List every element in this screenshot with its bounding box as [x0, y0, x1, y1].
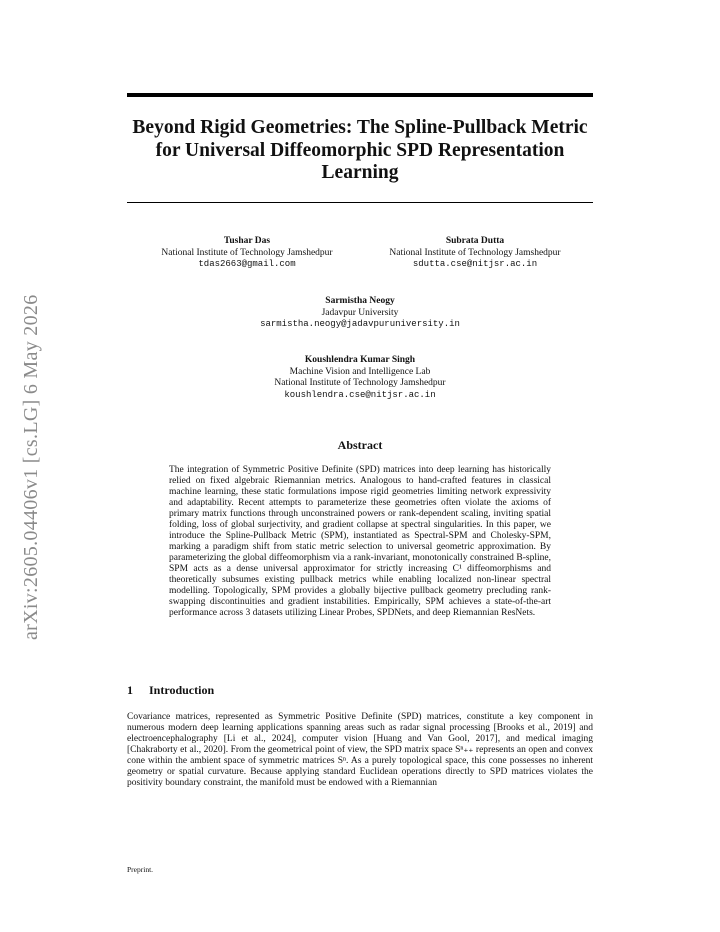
abstract-text: The integration of Symmetric Positive Definite (SPD) matrices into deep learning has historically relied on fixed algebraic Riemannian metrics. Analogous to hand-crafted features in classical machine learning, these static formulations impose rigid geometries limiting network expressivity and adaptability. Recent attempts to parameterize these geometries often violate the axioms of primary matrix functions through unconstrained powers or rank-dependent scaling, inviting spatial folding, loss of global surjectivity, and gradient collapse at spectral singularities. In this paper, we introduce the Spline-Pullback Metric (SPM), instantiated as Spectral-SPM and Cholesky-SPM, marking a paradigm shift from static metric selection to universal geometric approximation. By parameterizing the global diffeomorphism via a rank-invariant, monotonically constrained B-spline, SPM acts as a dense universal approximator for strictly increasing C¹ diffeomorphisms and theoretically subsumes existing pullback metrics while enabling localized non-linear spectral modelling. Topologically, SPM provides a globally bijective pullback geometry precluding rank-swapping discontinuities and gradient instabilities. Empirically, SPM achieves a state-of-the-art performance across 3 datasets utilizing Linear Probes, SPDNets, and deep Riemannian ResNets. [169, 465, 551, 618]
author-name: Subrata Dutta [445, 236, 505, 246]
introduction-text: Covariance matrices, represented as Symmetric Positive Definite (SPD) matrices, constitute a key component in numerous modern deep learning applications spanning areas such as radar signal processing [Brooks et al., 2019] and electroencephalography [Li et al., 2024], computer vision [Huang and Van Gool, 2017], and medical imaging [Chakraborty et al., 2020]. From the geometrical point of view, the SPD matrix space Sⁿ₊₊ represents an open and convex cone within the ambient space of symmetric matrices Sⁿ. As a purely topological space, this cone possesses no inherent geometry or spatial curvature. Because applying standard Euclidean operations directly to SPD matrices violates the positivity boundary constraint, the manifold must be endowed with a Riemannian [127, 712, 593, 788]
author-name: Koushlendra Kumar Singh [304, 355, 416, 365]
author-affiliation-secondary: National Institute of Technology Jamshedpur [274, 378, 446, 388]
author-block [360, 236, 590, 271]
author-block [127, 355, 593, 401]
author-affiliation: National Institute of Technology Jamshedpur [389, 247, 561, 258]
author-email[interactable]: tdas2663@gmail.com [198, 259, 296, 269]
paper-title: Beyond Rigid Geometries: The Spline-Pullback Metric for Universal Diffeomorphic SPD Representation Learning [132, 117, 588, 183]
section-heading [127, 683, 214, 698]
author-affiliation: Jadavpur University [321, 307, 399, 318]
footer-note: Preprint. [127, 865, 154, 874]
author-name: Sarmistha Neogy [325, 296, 395, 306]
author-affiliation: Machine Vision and Intelligence Lab [289, 366, 431, 377]
author-block [127, 296, 593, 331]
author-affiliation: National Institute of Technology Jamshedpur [161, 247, 333, 258]
author-email[interactable]: sarmistha.neogy@jadavpuruniversity.in [260, 319, 460, 329]
arxiv-identifier: arXiv:2605.04406v1 [cs.LG] 6 May 2026 [20, 294, 42, 640]
author-block [127, 236, 367, 271]
title-bottom-rule [127, 202, 593, 203]
author-email[interactable]: koushlendra.cse@nitjsr.ac.in [284, 389, 436, 400]
section-number: 1 [127, 683, 133, 697]
section-title: Introduction [149, 683, 215, 697]
author-name: Tushar Das [223, 236, 271, 246]
abstract-heading: Abstract [337, 438, 383, 452]
author-email[interactable]: sdutta.cse@nitjsr.ac.in [412, 259, 538, 269]
title-top-rule [127, 93, 593, 97]
